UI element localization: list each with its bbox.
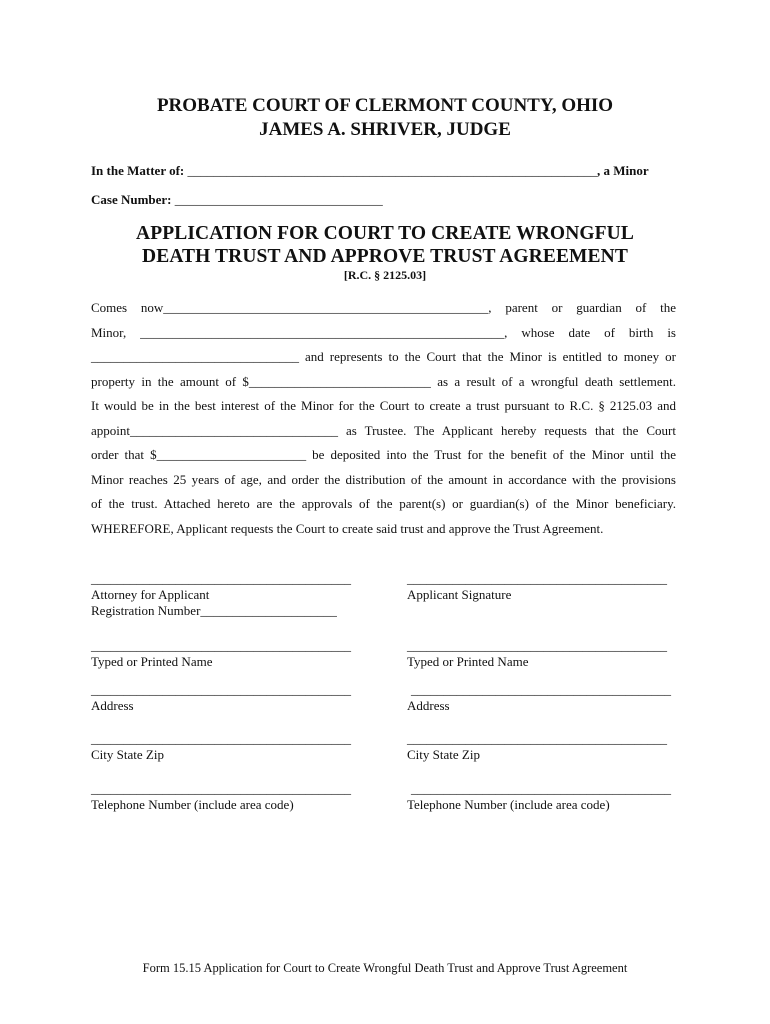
matter-line[interactable]: _______________________________________________________________ (187, 163, 598, 178)
court-name: PROBATE COURT OF CLERMONT COUNTY, OHIO (156, 95, 614, 116)
body-line: WHEREFORE, Applicant requests the Court to create said trust and approve the Trust Agreement. (91, 521, 604, 536)
applicant-telephone-label: Telephone Number (include area code) (407, 797, 610, 812)
attorney-telephone-line[interactable]: ________________________________________ (91, 781, 351, 796)
matter-field[interactable] (91, 163, 649, 179)
form-title-line2: DEATH TRUST AND APPROVE TRUST AGREEMENT (142, 246, 628, 267)
body-line: Minor reaches 25 years of age, and order the distribution of the amount in accordance with the provisions (91, 472, 676, 487)
case-number-field[interactable] (91, 192, 383, 208)
applicant-telephone-line[interactable]: ________________________________________ (411, 781, 671, 796)
body-line[interactable]: order that $_______________________ be deposited into the Trust for the benefit of the Minor until the (91, 447, 676, 462)
form-title-line1: APPLICATION FOR COURT TO CREATE WRONGFUL (136, 223, 634, 244)
statute-citation: [R.C. § 2125.03] (343, 268, 427, 282)
judge-name: JAMES A. SHRIVER, JUDGE (259, 119, 511, 140)
attorney-city-label: City State Zip (91, 747, 164, 762)
applicant-signature-line[interactable]: ________________________________________ (407, 571, 667, 586)
form-footer: Form 15.15 Application for Court to Create Wrongful Death Trust and Approve Trust Agreement (142, 961, 628, 975)
body-line[interactable]: property in the amount of $____________________________ as a result of a wrongful death settlement. (91, 374, 676, 389)
applicant-address-label: Address (407, 698, 450, 713)
applicant-signature-label: Applicant Signature (407, 587, 512, 602)
applicant-city-line[interactable]: ________________________________________ (407, 731, 667, 746)
applicant-typed-name-label: Typed or Printed Name (407, 654, 529, 669)
attorney-typed-name-line[interactable]: ________________________________________ (91, 638, 351, 653)
body-line[interactable]: appoint________________________________ as Trustee. The Applicant hereby requests that the Court (91, 423, 676, 438)
body-line[interactable]: Minor, ________________________________________________________, whose date of birth is (91, 325, 676, 340)
attorney-signature-line[interactable]: ________________________________________ (91, 571, 351, 586)
attorney-telephone-label: Telephone Number (include area code) (91, 797, 294, 812)
body-line[interactable]: ________________________________ and represents to the Court that the Minor is entitled to money or (91, 349, 676, 364)
body-line[interactable]: Comes now__________________________________________________, parent or guardian of the (91, 300, 676, 315)
matter-suffix: , a Minor (597, 163, 649, 178)
attorney-address-label: Address (91, 698, 134, 713)
body-line: of the trust. Attached hereto are the approvals of the parent(s) or guardian(s) of the Minor beneficiary. (91, 496, 676, 511)
attorney-city-line[interactable]: ________________________________________ (91, 731, 351, 746)
attorney-label: Attorney for Applicant (91, 587, 210, 602)
matter-label: In the Matter of: (91, 163, 185, 178)
applicant-typed-name-line[interactable]: ________________________________________ (407, 638, 667, 653)
registration-number-field[interactable]: Registration Number_____________________ (91, 603, 337, 618)
applicant-city-label: City State Zip (407, 747, 480, 762)
case-number-line[interactable]: ________________________________ (174, 192, 383, 207)
case-number-label: Case Number: (91, 192, 172, 207)
attorney-typed-name-label: Typed or Printed Name (91, 654, 213, 669)
attorney-address-line[interactable]: ________________________________________ (91, 682, 351, 697)
body-line: It would be in the best interest of the Minor for the Court to create a trust pursuant to R.C. § 2125.03 and (91, 398, 676, 413)
applicant-address-line[interactable]: ________________________________________ (411, 682, 671, 697)
